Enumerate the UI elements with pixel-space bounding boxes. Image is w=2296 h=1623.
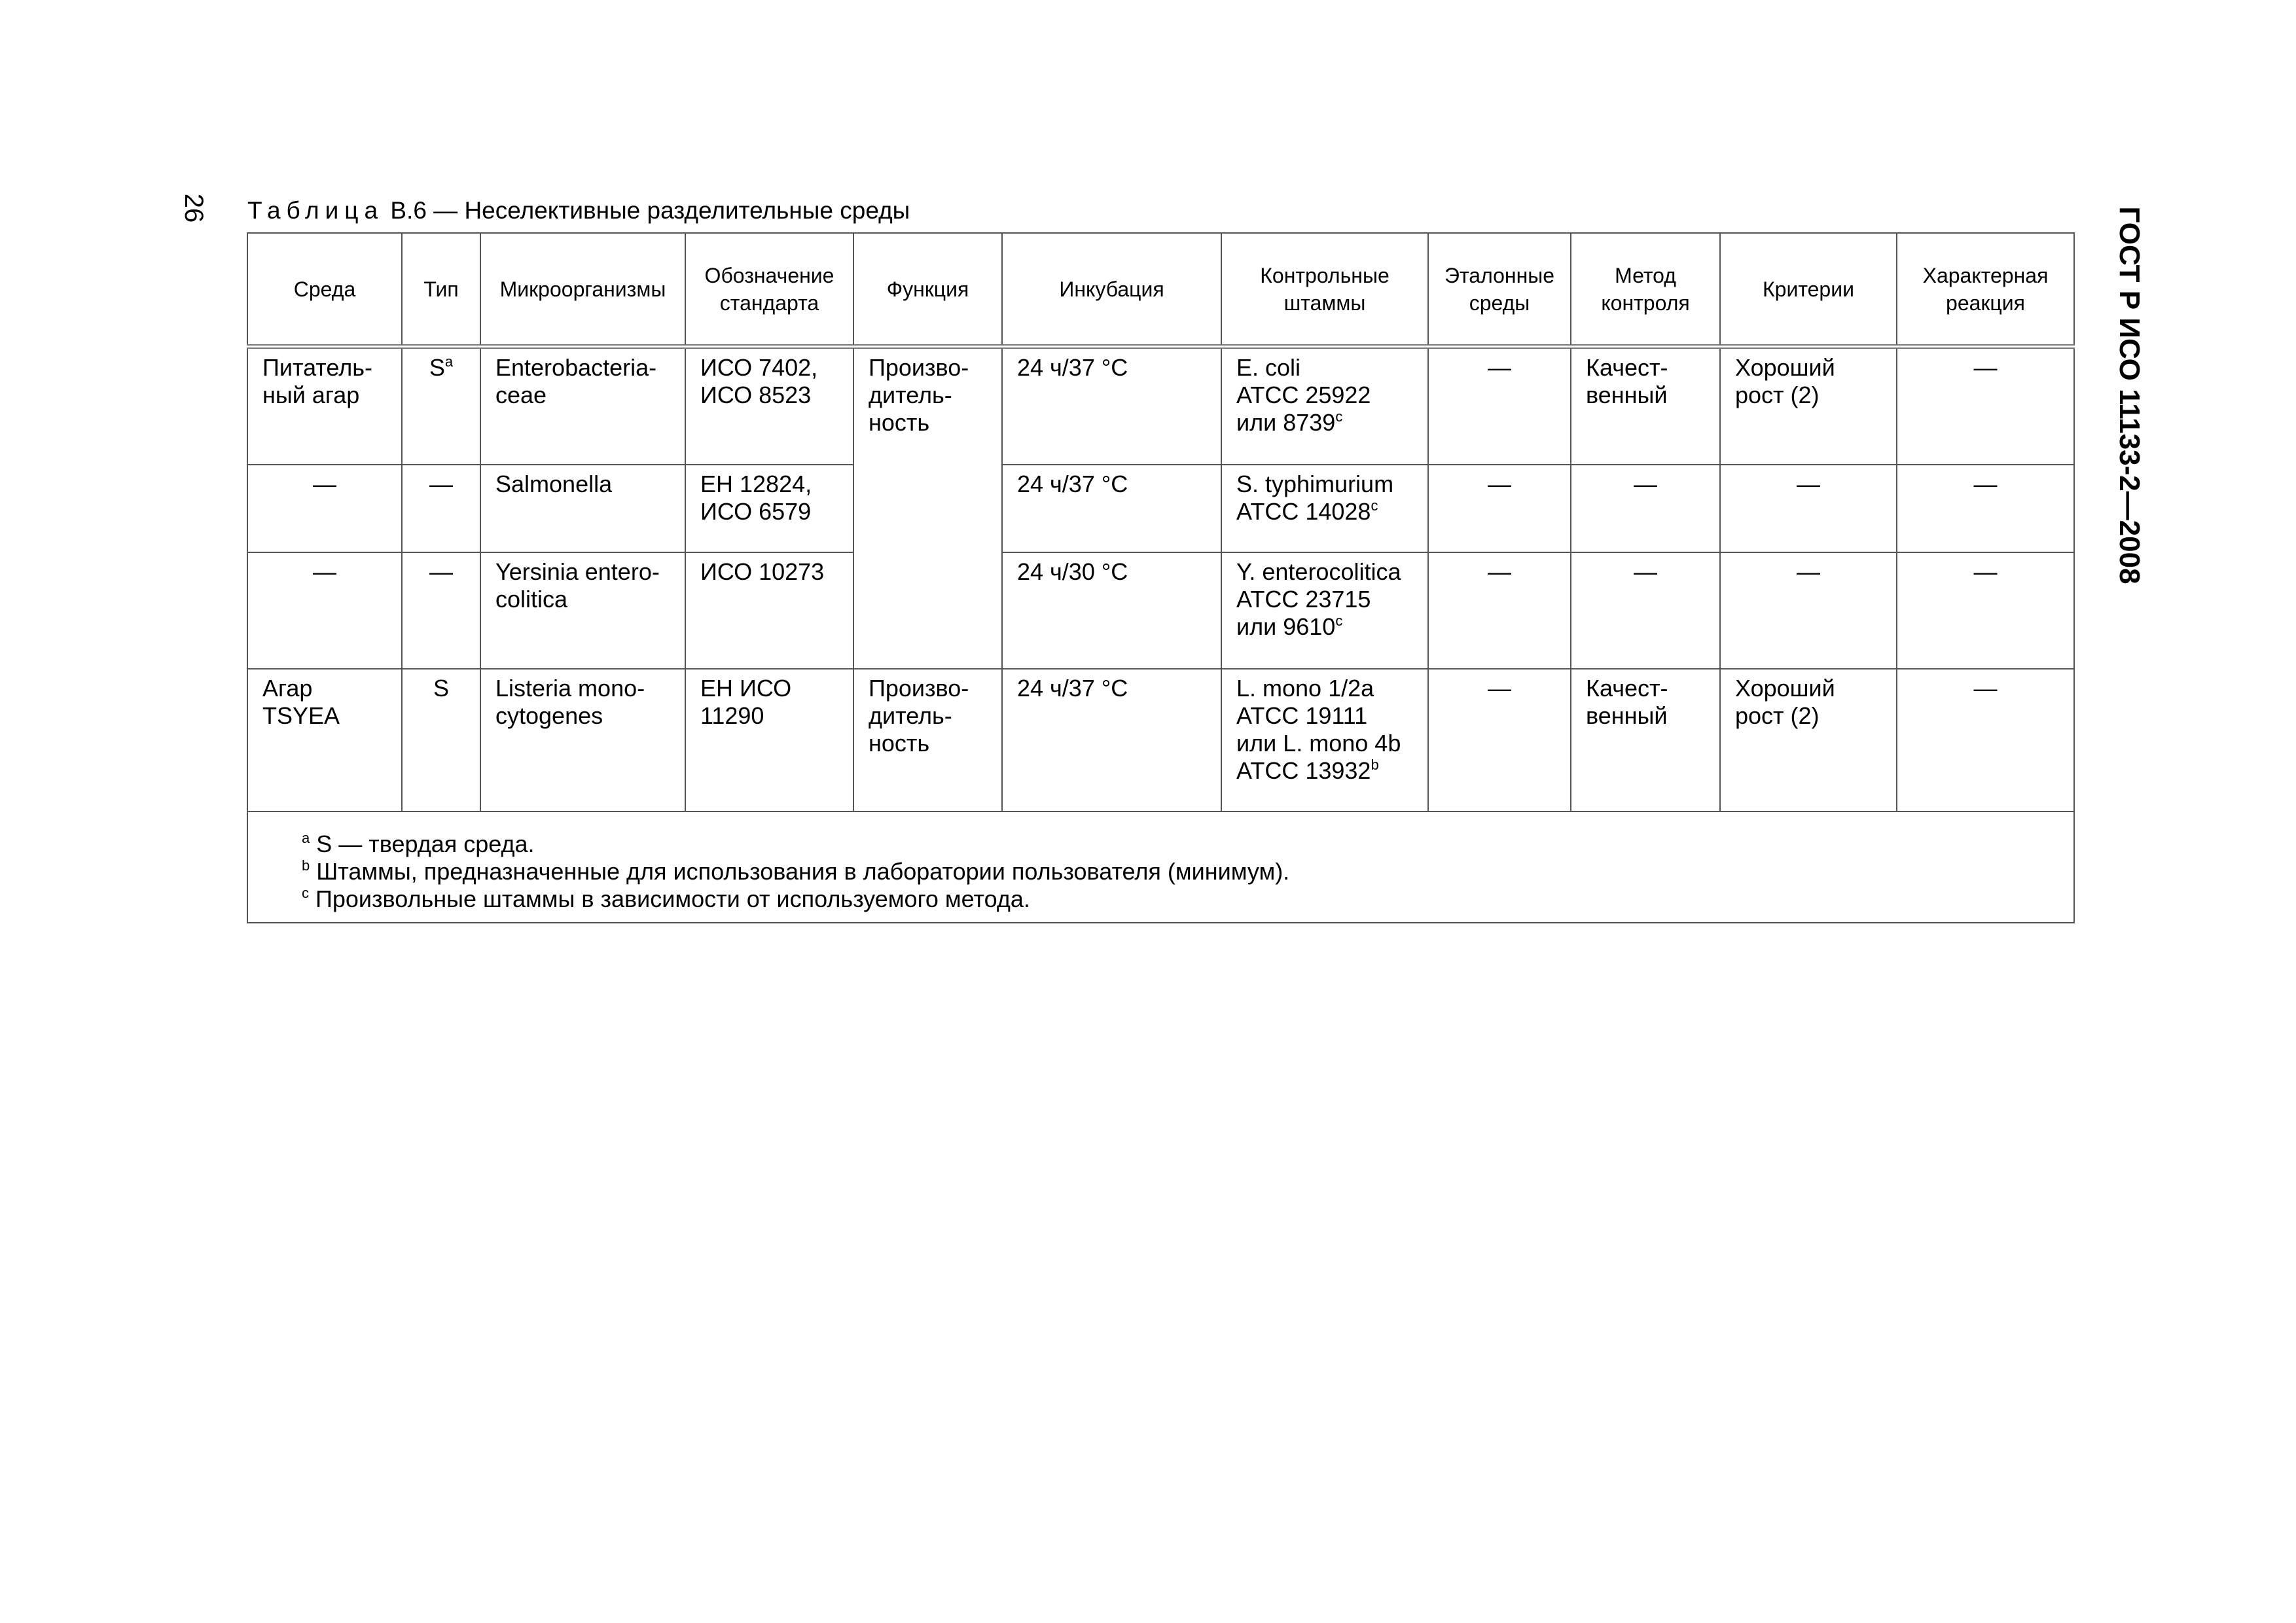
caption-label: Таблица	[247, 197, 384, 224]
cell-criteria: Хороший рост (2)	[1720, 347, 1897, 465]
cell-type-text: S	[429, 354, 445, 381]
cell-reference-media: —	[1428, 669, 1571, 812]
cell-incubation: 24 ч/37 °С	[1002, 347, 1221, 465]
cell-type: —	[402, 465, 480, 552]
table-row	[247, 669, 2074, 812]
cell-medium: Агар TSYEA	[247, 669, 402, 812]
caption-text: В.6 — Неселективные разделительные среды	[390, 197, 910, 224]
cell-standard: ИСО 10273	[685, 552, 853, 669]
table-row	[247, 347, 2074, 465]
header-cell-criteria: Критерии	[1720, 233, 1897, 347]
cell-standard: ЕН ИСО 11290	[685, 669, 853, 812]
cell-method: Качест- венный	[1571, 669, 1720, 812]
header-cell-organisms: Микроорганизмы	[480, 233, 685, 347]
document-code: ГОСТ Р ИСО 11133-2—2008	[2113, 206, 2145, 584]
cell-strains-text: S. typhimurium ATCC 14028	[1236, 471, 1394, 525]
cell-incubation: 24 ч/37 °С	[1002, 465, 1221, 552]
cell-type: —	[402, 552, 480, 669]
cell-criteria: —	[1720, 552, 1897, 669]
header-cell-medium: Среда	[247, 233, 402, 347]
cell-incubation: 24 ч/37 °С	[1002, 669, 1221, 812]
cell-reference-media: —	[1428, 552, 1571, 669]
header-cell-incubation: Инкубация	[1002, 233, 1221, 347]
cell-strains-text: Y. enterocolitica ATCC 23715 или 9610	[1236, 558, 1401, 640]
table-notes-row	[247, 812, 2074, 923]
cell-type: S	[402, 669, 480, 812]
page-number: 26	[179, 193, 208, 223]
header-cell-function: Функция	[853, 233, 1002, 347]
footnote-a	[302, 830, 2020, 858]
footnote-b	[302, 858, 2020, 885]
footnote-mark: b	[1371, 757, 1379, 773]
footnote-mark: c	[1335, 613, 1343, 629]
footnote-mark: c	[1335, 408, 1343, 425]
cell-method: Качест- венный	[1571, 347, 1720, 465]
footnote-mark: c	[1371, 497, 1378, 514]
cell-standard: ИСО 7402, ИСО 8523	[685, 347, 853, 465]
footnote-mark: c	[302, 885, 309, 901]
cell-strains-text: L. mono 1/2a ATCC 19111 или L. mono 4b ATCC 13932	[1236, 675, 1401, 784]
footnote-text: Штаммы, предназначенные для использования в лаборатории пользователя (минимум).	[310, 858, 1290, 885]
cell-strains	[1221, 465, 1428, 552]
table-header-row	[247, 233, 2074, 347]
cell-function: Произво- дитель- ность	[853, 669, 1002, 812]
cell-method: —	[1571, 465, 1720, 552]
table-caption	[247, 195, 910, 226]
header-cell-reaction: Характерная реакция	[1897, 233, 2074, 347]
header-cell-standard: Обозначение стандарта	[685, 233, 853, 347]
cell-organisms: Salmonella	[480, 465, 685, 552]
cell-function: Произво- дитель- ность	[853, 347, 1002, 669]
header-cell-type: Тип	[402, 233, 480, 347]
footnote-mark: b	[302, 857, 310, 874]
cell-method: —	[1571, 552, 1720, 669]
cell-organisms: Yersinia entero- colitica	[480, 552, 685, 669]
cell-organisms: Enterobacteria- ceae	[480, 347, 685, 465]
cell-reference-media: —	[1428, 347, 1571, 465]
cell-strains	[1221, 552, 1428, 669]
data-table	[247, 232, 2075, 923]
cell-criteria: Хороший рост (2)	[1720, 669, 1897, 812]
cell-medium: —	[247, 552, 402, 669]
cell-organisms: Listeria mono- cytogenes	[480, 669, 685, 812]
header-cell-method: Метод контроля	[1571, 233, 1720, 347]
footnote-c	[302, 885, 2020, 913]
cell-strains	[1221, 347, 1428, 465]
header-cell-reference-media: Эталонные среды	[1428, 233, 1571, 347]
cell-reaction: —	[1897, 552, 2074, 669]
cell-strains	[1221, 669, 1428, 812]
footnote-text: Произвольные штаммы в зависимости от используемого метода.	[309, 885, 1030, 912]
table-row	[247, 552, 2074, 669]
cell-reference-media: —	[1428, 465, 1571, 552]
cell-criteria: —	[1720, 465, 1897, 552]
cell-standard: ЕН 12824, ИСО 6579	[685, 465, 853, 552]
cell-type	[402, 347, 480, 465]
cell-incubation: 24 ч/30 °С	[1002, 552, 1221, 669]
cell-strains-text: E. coli ATCC 25922 или 8739	[1236, 354, 1371, 436]
table-row	[247, 465, 2074, 552]
cell-medium: —	[247, 465, 402, 552]
cell-reaction: —	[1897, 347, 2074, 465]
cell-reaction: —	[1897, 465, 2074, 552]
header-cell-strains: Контрольные штаммы	[1221, 233, 1428, 347]
footnote-mark: a	[444, 353, 454, 370]
footnote-text: S — твердая среда.	[310, 830, 535, 857]
footnote-mark: a	[302, 830, 310, 846]
cell-medium: Питатель- ный агар	[247, 347, 402, 465]
cell-reaction: —	[1897, 669, 2074, 812]
table-notes	[247, 812, 2074, 923]
